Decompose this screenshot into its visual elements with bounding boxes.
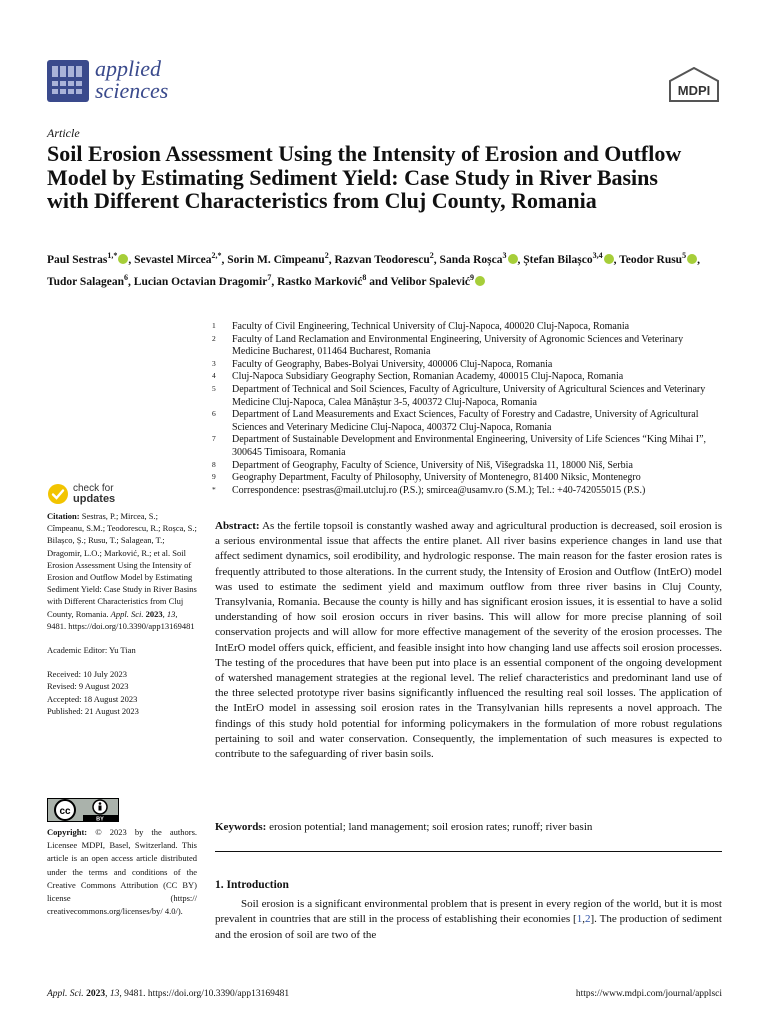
abstract [215,519,722,762]
intro-text-after: ]. The production of sediment and the erosion of soil are two of the [215,913,722,941]
orcid-icon[interactable] [118,254,128,264]
affiliation-number: 3 [212,358,216,368]
affiliation-text: Department of Sustainable Development and Environmental Engineering, University of Life Sciences “King Mihai I”, 300645 Timisoara, Romania [232,434,707,458]
author-affiliation-sup: 1,* [107,251,118,260]
received-date: Received: 10 July 2023 [47,669,128,680]
author-name: Ștefan Bilașco [523,253,593,266]
copyright-text: © 2023 by the authors. Licensee MDPI, Basel, Switzerland. This article is an open access article distributed under the terms and conditions of the Creative Commons Attribution (CC BY) license (https:// creativecommons.org/licenses/by/ 4.0/). [47,827,197,917]
affiliation-text: Department of Technical and Soil Sciences, Faculty of Agriculture, University of Agricultural Sciences and Veterinary Medicine Cluj-Napoca, Calea Mănăștur 3-5, 400372 Cluj-Napoca, Romania [232,383,706,408]
citation-label: Citation: [47,511,80,521]
publisher-name: MDPI [677,83,711,98]
footer-citation: Appl. Sci. 2023, 13, 9481. https://doi.org/10.3390/app13169481 [47,989,290,999]
affiliation-text: Geography Department, Faculty of Philosophy, University of Montenegro, 81400 Niksic, Montenegro [232,472,641,484]
check-for-updates-button[interactable] [47,483,115,505]
affiliation-item [212,384,722,409]
published-date: Published: 21 August 2023 [47,705,139,716]
cc-by-license-icon[interactable] [47,798,119,822]
abstract-label: Abstract: [215,520,260,532]
sidebar [47,510,197,729]
section-heading-introduction: 1. Introduction [215,879,289,891]
journal-name-line1: applied [95,56,161,81]
author-name: Sanda Roșca [439,253,503,266]
footer-journal: Appl. Sci. [47,989,84,999]
citation-text: Sestras, P.; Mircea, S.; Cîmpeanu, S.M.; Teodorescu, R.; Roșca, S.; Bilașco, Ș.; Rusu, T.; Salagean, T.; Dragomir, L.O.; Marković, R.; et al. Soil Erosion Assessment Using the Intensity of Erosion and Outflow Model by Estimating Sediment Yield: Case Study in River Basins with Different Characteristics from Cluj County, Romania. [47,511,197,619]
affiliation-text: Department of Geography, Faculty of Science, University of Niš, Višegradska 11, 18000 Niš, Serbia [232,459,633,471]
affiliation-item [212,434,722,459]
section-divider [215,851,722,852]
article-type: Article [47,126,80,140]
check-updates-line1: check for [73,482,114,494]
svg-text:cc: cc [59,806,71,817]
affiliation-number: 5 [212,383,216,393]
author-name: Sorin M. Cîmpeanu [227,253,325,266]
footer-doi-link[interactable]: , 9481. https://doi.org/10.3390/app13169481 [119,989,290,999]
author-name: Sevastel Mircea [134,253,212,266]
academic-editor: Academic Editor: Yu Tian [47,645,136,656]
orcid-icon[interactable] [687,254,697,264]
affiliation-number: 1 [212,321,216,330]
affiliation-item [212,334,722,359]
affiliation-text: Department of Land Measurements and Exact Sciences, Faculty of Forestry and Cadastre, University of Agricultural Sciences and Veterinary Medicine Cluj-Napoca, 400372 Cluj-Napoca, Romania [232,409,699,433]
affiliation-text: Faculty of Land Reclamation and Environmental Engineering, University of Agronomic Sciences and Veterinary Medicine Bucharest, 011464 Bucharest, Romania [232,333,684,358]
author-affiliation-sup: 5 [682,251,687,260]
keywords [215,820,722,835]
check-updates-icon [47,483,69,505]
copyright-notice [47,826,197,918]
citation-block: Citation: Sestras, P.; Mircea, S.; Cîmpeanu, S.M.; Teodorescu, R.; Roșca, S.; Bilașco, Ș.; Rusu, T.; Salagean, T.; Dragomir, L.O.; Marković, R.; et al. Soil Erosion Assessment Using the Intensity of Erosion and Outflow Model by Estimating Sediment Yield: Case Study in River Basins with Different Characteristics from Cluj County, Romania. Appl. Sci. 2023, 13, 9481. https://doi.org/10.3390/app13169481 [47,511,197,631]
citation-journal: Appl. Sci. [110,608,144,619]
affiliation-item [212,485,722,498]
citation-doi-link[interactable]: , 9481. https://doi.org/10.3390/app13169481 [47,608,195,631]
author-name: Lucian Octavian Dragomir [133,276,268,289]
author-affiliation-sup: 2,* [211,251,222,260]
author-name: Teodor Rusu [619,253,683,266]
author-affiliation-sup: 6 [124,273,129,283]
copyright-label: Copyright: [47,827,88,837]
author-affiliation-sup: 8 [362,273,367,283]
author-affiliation-sup: 2 [429,251,434,260]
affiliation-item [212,321,722,334]
author-name: Paul Sestras [47,253,108,266]
affiliation-number: 4 [212,371,216,381]
mdpi-logo-icon [668,67,720,103]
affiliation-number: 7 [212,434,216,444]
author-affiliation-sup: 9 [470,273,475,283]
abstract-text: As the fertile topsoil is constantly washed away and agricultural production is decreased, soil erosion is a serious environmental issue that affects the entire planet. All river basins experience changes in land use that affect sediment dynamics, soil erodibility, and hydrologic response. The main reason for the faster erosion rates is frequently attributed to those alterations. In the current study, the Intensity of Erosion and Outflow (IntErO) model was used to estimate the sediment yield and maximum outflow from three river basins in Cluj County, Transylvania, Romania. Because the county is hilly and has significant erosion issues, it is essential to have a solid understanding of how soil erosion occurs in river basins. This will allow for more precise planning of soil conservation projects and will allow for more effective management of the severity of the erosion processes. The IntErO model offers quick, efficient, and feasible insight into how changing land use affects soil erosion processes. The testing of the procedures that have been put into place is an essential component of the ongoing development of watershed management strategies at the regional level. The relief characteristics and predominant land use of the three selected prototype river basins significantly influenced the resulting real soil losses. The application of the IntErO model in assessing soil erosion rates in the Transylvanian hills represents a novel approach. The findings of this study hold potential for informing policymakers in the formulation of more robust regulations pertaining to soil and water conservation. Consequently, the implementation of such measures is expected to contribute to the safeguarding of river basin soils. [215,520,722,761]
footer-vol: 13 [109,989,120,999]
article-title: Soil Erosion Assessment Using the Intensity of Erosion and Outflow Model by Estimating Sediment Yield: Case Study in River Basins with Different Characteristics from Cluj County, Romania [47,141,682,213]
introduction-paragraph [215,897,722,943]
footer-year: 2023 [86,989,106,999]
dates-block [47,668,197,717]
author-name: Tudor Salagean [47,276,125,289]
cc-by-label: BY [96,816,104,822]
citation-link-2[interactable]: 2 [584,913,591,926]
affiliation-text: Faculty of Civil Engineering, Technical University of Cluj-Napoca, 400020 Cluj-Napoca, Romania [232,321,630,332]
affiliation-number: 6 [212,409,216,419]
affiliation-item [212,409,722,434]
affiliation-number: 2 [212,333,216,343]
affiliation-item [212,359,722,372]
affiliation-number: * [212,484,216,494]
journal-name-line2: sciences [95,78,169,103]
orcid-icon[interactable] [604,254,614,264]
affiliation-number: 8 [212,459,216,469]
author-affiliation-sup: 7 [267,273,272,283]
affiliation-text: Correspondence: psestras@mail.utcluj.ro (P.S.); smircea@usamv.ro (S.M.); Tel.: +40-742055015 (P.S.) [232,484,646,496]
revised-date: Revised: 9 August 2023 [47,681,129,692]
affiliation-item [212,371,722,384]
author-name: Velibor Spalević [390,276,471,289]
keywords-text: erosion potential; land management; soil erosion rates; runoff; river basin [269,821,593,833]
author-name: Rastko Marković [277,276,363,289]
citation-year: 2023 [145,608,163,619]
cite-separator: , [582,913,585,926]
author-name: Razvan Teodorescu [334,253,430,266]
orcid-icon[interactable] [475,276,485,286]
orcid-icon[interactable] [508,254,518,264]
affiliation-item [212,460,722,473]
intro-text-before: Soil erosion is a significant environmental problem that is present in every region of the world, but it is most prevalent in countries that are still in the process of establishing their economies [ [215,898,722,926]
author-affiliation-sup: 3,4 [592,251,603,260]
footer-journal-url[interactable]: https://www.mdpi.com/journal/applsci [575,989,722,999]
author-list: Paul Sestras$^{1,*}$ , Sevastel Mircea$^{2,*}$, Sorin M. Cîmpeanu$^2$, Razvan Teodorescu$^2$, Sanda Roșca$^3$ , Ștefan Bilașco$^{3,4}$ , Teodor Rusu$^5$ , Tudor Salagean$^6$, Lucian Octavian Dragomir$^7$, Rastko Marković$^8$ and Velibor Spalević$^9$ [47,251,700,289]
affiliation-number: 9 [212,472,216,482]
citation-vol: 13 [166,608,176,619]
journal-name [95,58,168,102]
keywords-label: Keywords: [215,821,267,833]
accepted-date: Accepted: 18 August 2023 [47,693,138,704]
check-updates-line2: updates [73,492,116,505]
journal-logo-icon [47,60,89,102]
affiliation-text: Faculty of Geography, Babes-Bolyai University, 400006 Cluj-Napoca, Romania [232,358,553,370]
affiliation-item [212,472,722,485]
author-affiliation-sup: 3 [502,251,507,260]
author-affiliation-sup: 2 [324,251,329,260]
affiliations [212,321,722,497]
citation-link-1[interactable]: 1 [576,913,583,926]
affiliation-text: Cluj-Napoca Subsidiary Geography Section, Romanian Academy, 400015 Cluj-Napoca, Romania [232,371,624,383]
